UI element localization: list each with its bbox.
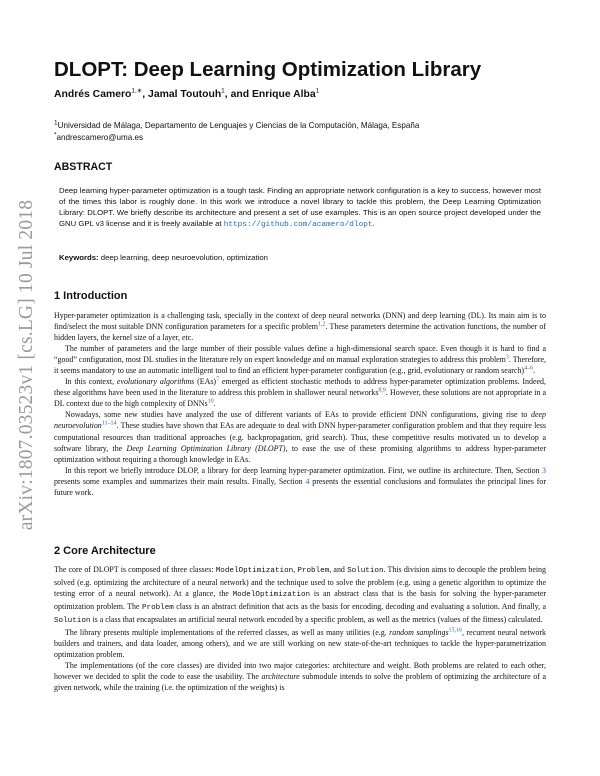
text-run: , and	[329, 565, 348, 574]
text-run: class is an abstract definition that acts as the basis for encoding, decoding and evaluating a solution. And finally, a	[173, 602, 546, 612]
text-run: is a class that encapsulates an artificial neural network encoded by a specific problem, as well as the metrics (values of the fitness) calculated.	[90, 615, 543, 625]
email-mark: *	[54, 130, 57, 138]
text-run: submodule intends to solve the problem of optimizing the architecture of a given network, while the training (i.e. the optimization of the weights) is	[54, 672, 547, 693]
section-heading-core-architecture: 2 Core Architecture	[54, 545, 156, 557]
citation-link[interactable]: 1,2	[317, 321, 326, 328]
citation-link[interactable]: 4–6	[524, 365, 534, 372]
text-run: The library presents multiple implementations of the referred classes, as well as many utilities (e.g.	[65, 628, 390, 638]
citation-link[interactable]: 15,16	[448, 627, 463, 634]
section-link[interactable]: 3	[542, 465, 546, 475]
class-name: Solution	[54, 617, 91, 626]
email-line	[54, 132, 419, 144]
text-run: , recurrent neural network builders and trainers, and data loader, among others), and we are still working on new state-of-the-art techniques to tackle the hyper-parametrization optimization problem.	[54, 628, 546, 660]
arxiv-side-label	[14, 195, 40, 535]
abstract-end: .	[372, 218, 375, 228]
class-name: ModelOptimization	[232, 591, 311, 600]
class-name: Problem	[297, 567, 330, 575]
paragraph	[54, 564, 546, 627]
abstract-body	[59, 186, 541, 231]
text-run: The implementations (of the core classes) are divided into two major categories: architecture and weight. Both problems are related to each other, however we decided to split the code to ease the usability. The	[54, 661, 546, 682]
text-run: emerged as efficient stochastic methods to address hyper-parameter optimization problems. Indeed, these algorithms have been used in the literature to address this problem in shallower neural networks	[54, 377, 546, 398]
text-run: In this report we briefly introduce DLOP, a library for deep learning hyper-parameter optimization. First, we outline its architecture. Then, Section	[65, 465, 543, 475]
author-separator: ,	[142, 89, 149, 100]
arxiv-identifier: arXiv:1807.03523v1 [cs.LG] 10 Jul 2018	[16, 199, 37, 531]
paragraph	[54, 627, 546, 660]
citation-link[interactable]: 8,9	[378, 387, 386, 394]
class-name: ModelOptimization	[215, 567, 294, 575]
keywords	[59, 253, 268, 262]
text-run: Nowadays, some new studies have analyzed the use of different variants of EAs to provide efficient DNN configurations, giving rise to	[65, 410, 532, 420]
affiliation-line	[54, 120, 419, 132]
text-run: is an abstract class that is the basis for solving the hyper-parameter optimization problem. The	[54, 589, 546, 612]
citation-link[interactable]: 10	[207, 398, 214, 405]
keywords-label: Keywords:	[59, 253, 99, 262]
affiliations	[54, 120, 419, 143]
text-run: , to ease the use of these promising algorithms to address hyper-parameter optimization without requiring a thorough knowledge in EAs.	[54, 443, 547, 464]
text-run: Hyper-parameter optimization is a challenging task, specially in the context of deep neural networks (DNN) and deep learning (DL). Its main aim is to find/select the most suitable DNN configuration parameters for a specific problem	[54, 311, 546, 332]
section-heading-introduction: 1 Introduction	[54, 290, 128, 302]
author-name: Andrés Camero	[54, 89, 132, 100]
introduction-body	[54, 310, 546, 498]
author-name: Enrique Alba	[251, 89, 316, 100]
citation-link[interactable]: 11–14	[101, 420, 117, 427]
author-name: Jamal Toutouh	[148, 89, 222, 100]
abstract-heading: ABSTRACT	[54, 161, 113, 173]
class-name: Solution	[347, 567, 384, 575]
emphasis: evolutionary algorithms	[116, 377, 195, 387]
text-run: . This division aims to decouple the problem being solved (e.g. optimizing the architecture of a neural network) and the technique used to solve the problem (e.g. using a genetic algorithm to optimize the testing error of a neural network). At a glance, the	[54, 565, 546, 599]
affiliation-text: Universidad de Málaga, Departamento de Lenguajes y Ciencias de la Computación, Málaga, España	[57, 121, 420, 130]
text-run: .	[533, 366, 536, 376]
paragraph	[54, 660, 546, 693]
section-link[interactable]: 4	[305, 476, 310, 486]
text-run: presents the essential conclusions and formulates the principal lines for future work.	[54, 476, 546, 497]
text-run: . However, these solutions are not appropriate in a DL context due to the high complexity of DNNs	[54, 388, 546, 409]
text-run: (EAs)	[194, 377, 217, 387]
text-run: .	[213, 399, 216, 409]
text-run: presents some examples and summarizes their main results. Finally, Section	[54, 476, 306, 486]
emphasis: random samplings	[389, 628, 449, 638]
corresponding-email: andrescamero@uma.es	[56, 132, 144, 142]
paragraph	[54, 465, 546, 498]
paragraph	[54, 376, 546, 409]
text-run: ,	[293, 565, 298, 574]
text-run: In this context,	[65, 377, 117, 387]
author-affil-mark: 1,∗	[131, 87, 143, 95]
class-name: Problem	[141, 604, 174, 613]
paper-title: DLOPT: Deep Learning Optimization Library	[54, 58, 482, 81]
text-run: . Therefore, it seems mandatory to use an automatic intelligent tool to find an efficient hyper-parameter configuration (e.g., grid, evolutionary or random search)	[54, 355, 546, 376]
author-affil-mark: 1	[315, 87, 320, 95]
affiliation-mark: 1	[54, 119, 58, 127]
emphasis: deep neuroevolution	[54, 410, 546, 431]
text-run: The core of DLOPT is composed of three classes:	[54, 565, 216, 574]
core-architecture-body	[54, 564, 546, 694]
paragraph	[54, 409, 546, 464]
keywords-text: deep learning, deep neuroevolution, optimization	[98, 253, 268, 262]
text-run: . These parameters determine the activation functions, the number of hidden layers, the kernel size of a layer, etc.	[54, 322, 546, 343]
author-affil-mark: 1	[221, 87, 225, 95]
text-run: The number of parameters and the large number of their possible values define a high-dimensional search space. Even though it is hard to find a “good” configuration, most DL studies in the literature rely on expert knowledge and on manual exploration strategies to address this problem	[54, 344, 546, 365]
emphasis: Deep Learning Optimization Library (DLOPT)	[126, 443, 286, 453]
abstract-text: Deep learning hyper-parameter optimization is a tough task. Finding an appropriate network configuration is a key to success, however most of the times this labor is roughly done. In this work we introduce a novel library to tackle this problem, the Deep Learning Optimization Library: DLOPT. We briefly describe its architecture and present a set of use examples. This is an open source project developed under the GNU GPL v3 license and it is freely available at	[59, 186, 541, 228]
paragraph	[54, 343, 546, 376]
citation-link[interactable]: 7	[216, 376, 220, 383]
paragraph	[54, 310, 546, 343]
author-separator: , and	[224, 89, 252, 100]
text-run: . These studies have shown that EAs are adequate to deal with DNN hyper-parameter configuration problem and that they require less computational resources than traditional approaches (e.g. backpropagation, grid search). Thus, these competitive results motivated us to develop a software library, the	[54, 421, 546, 453]
repository-link[interactable]: https://github.com/acamero/dlopt	[223, 220, 373, 229]
emphasis: architecture	[261, 672, 300, 682]
author-list	[54, 89, 319, 100]
citation-link[interactable]: 3	[505, 354, 509, 361]
